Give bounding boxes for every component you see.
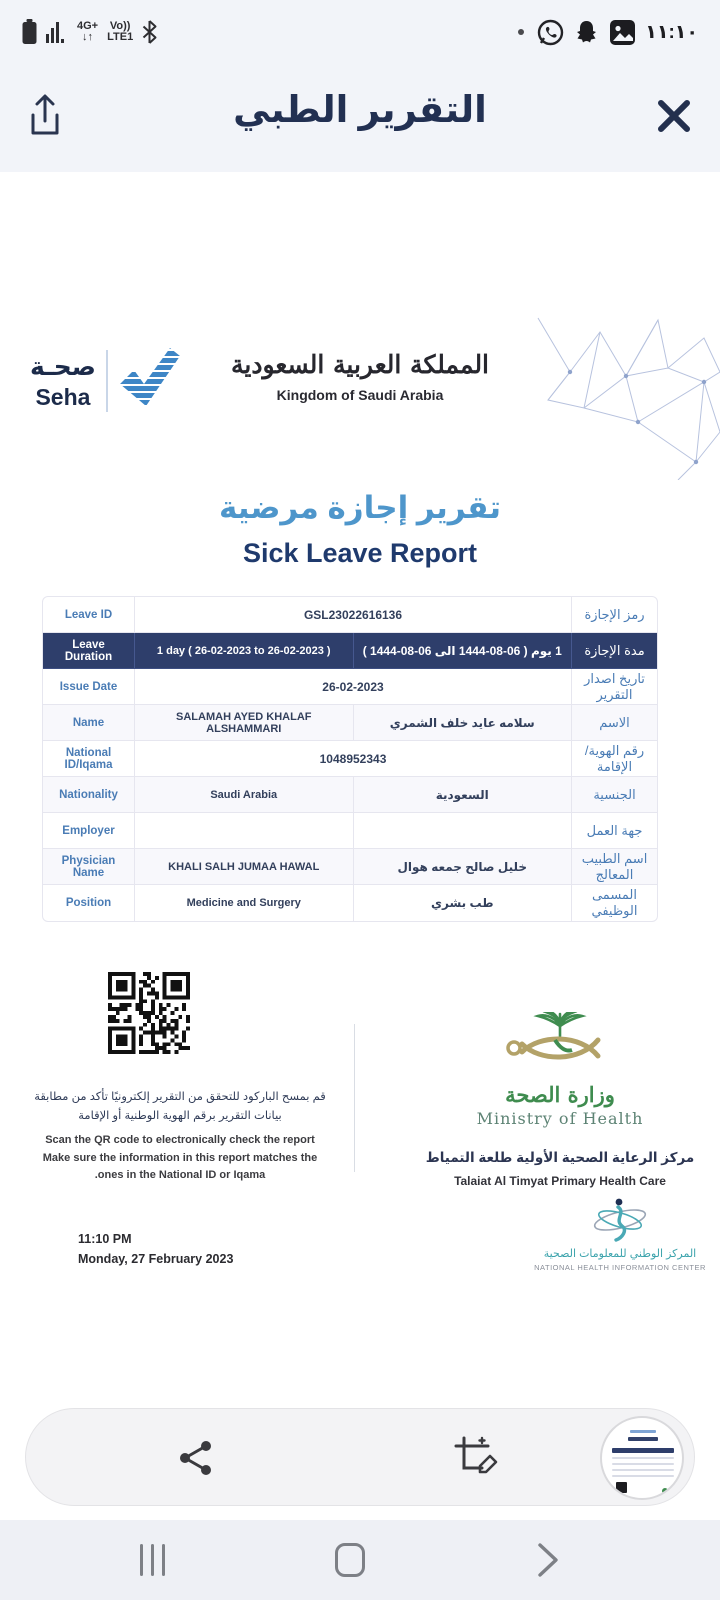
page-title: التقرير الطبي	[233, 89, 487, 130]
edit-annotate-button[interactable]	[454, 1436, 498, 1480]
report-title-english: Sick Leave Report	[242, 538, 478, 568]
crop-edit-icon	[454, 1436, 498, 1480]
qr-code-icon	[108, 972, 190, 1054]
row-value-ar: خليل صالح جمعه هوال	[397, 859, 528, 874]
network-arrows: ↓↑	[82, 31, 94, 43]
status-bar	[0, 0, 720, 64]
qr-instruction-ar-line1: قم بمسح الباركود للتحقق من التقرير إلكترونيًا تأكد من مطابقة	[34, 1091, 326, 1103]
signal-strength-icon	[46, 20, 68, 44]
seha-latin-label: Seha	[35, 383, 91, 410]
thumb-line	[612, 1457, 674, 1459]
thumb-line	[612, 1448, 674, 1453]
row-label-en: Position	[43, 885, 135, 921]
row-label-en: Physician Name	[43, 849, 135, 884]
share-icon	[176, 1438, 216, 1478]
gallery-icon	[609, 19, 636, 46]
row-value-ar: طب بشري	[430, 896, 494, 910]
network-4g-label: 4G+	[77, 20, 99, 32]
action-pill	[25, 1408, 695, 1506]
table-row-nationality	[43, 777, 657, 813]
nhic-name-arabic: المركز الوطني للمعلومات الصحية	[543, 1248, 697, 1260]
recents-icon	[140, 1544, 165, 1576]
whatsapp-icon	[537, 19, 564, 46]
row-label-en: Nationality	[43, 777, 135, 812]
report-title-arabic: تقرير إجازة مرضية	[218, 490, 502, 525]
report-print-date: Monday, 27 February 2023	[78, 1252, 234, 1266]
row-label-en: National ID/Iqama	[43, 741, 135, 776]
thumb-logo-dot	[662, 1488, 668, 1494]
home-icon	[335, 1543, 365, 1577]
row-label-en: Name	[43, 705, 135, 740]
thumb-line	[628, 1437, 658, 1441]
table-row-leave-duration	[43, 633, 657, 669]
row-label-en: Leave ID	[43, 597, 135, 632]
row-value: GSL23022616136	[303, 607, 403, 622]
thumb-line	[630, 1430, 656, 1433]
row-label-ar: المسمى الوظيفي	[571, 885, 657, 921]
row-value-en: Saudi Arabia	[135, 777, 354, 812]
recents-button[interactable]	[107, 1520, 197, 1600]
thumb-qr	[616, 1482, 627, 1493]
row-label-ar: مدة الإجازة	[571, 633, 657, 668]
document-thumbnail[interactable]	[600, 1416, 684, 1500]
lte-label: LTE1	[107, 31, 134, 43]
table-row-issue-date	[43, 669, 657, 705]
volte-indicator	[107, 21, 133, 43]
share-button[interactable]	[176, 1438, 216, 1478]
report-print-time: 11:10 PM	[78, 1232, 132, 1246]
nhic-block	[520, 1194, 720, 1272]
qr-instructions-english	[20, 1132, 340, 1185]
nhic-name-english: NATIONAL HEALTH INFORMATION CENTER	[534, 1263, 706, 1272]
notification-dot-icon	[518, 29, 524, 35]
status-right-cluster	[518, 19, 698, 46]
row-label-ar: الجنسية	[571, 777, 657, 812]
moh-logo-icon	[500, 1012, 620, 1078]
navigation-bar	[0, 1520, 720, 1600]
bluetooth-icon	[142, 20, 157, 44]
qr-instructions-arabic	[20, 1088, 340, 1126]
table-row-position	[43, 885, 657, 921]
close-button[interactable]	[652, 94, 696, 138]
row-label-ar: رقم الهوية/الإقامة	[571, 741, 657, 776]
row-value-en	[135, 813, 354, 848]
health-center-name-english: Talaiat Al Timyat Primary Health Care	[454, 1174, 666, 1188]
table-row-physician	[43, 849, 657, 885]
close-icon	[657, 99, 691, 133]
row-value-ar: السعودية	[435, 787, 489, 802]
ksa-english-label: Kingdom of Saudi Arabia	[276, 387, 444, 403]
row-value-en: Medicine and Surgery	[135, 885, 354, 921]
battery-icon	[22, 19, 37, 45]
row-value-en: SALAMAH AYED KHALAF ALSHAMMARI	[135, 705, 354, 740]
ministry-of-health-block	[395, 1012, 720, 1188]
moh-name-arabic: وزارة الصحة	[505, 1082, 615, 1107]
row-value-ar: سلامه عايد خلف الشمري	[389, 715, 535, 730]
section-divider	[354, 1024, 355, 1172]
status-clock: ١١:١٠	[645, 21, 698, 43]
health-center-name-arabic: مركز الرعاية الصحية الأولية طلعة التمياط	[425, 1150, 695, 1165]
row-label-en: Employer	[43, 813, 135, 848]
table-row-employer	[43, 813, 657, 849]
qr-instruction-ar-line2: بيانات التقرير برقم الهوية الوطنية أو الإقامة	[78, 1110, 282, 1122]
row-label-ar: جهة العمل	[571, 813, 657, 848]
app-header	[0, 64, 720, 172]
sick-leave-table	[42, 596, 658, 922]
row-value: 26-02-2023	[322, 679, 384, 694]
qr-instruction-en-line1: Scan the QR code to electronically check the report	[45, 1134, 315, 1146]
action-bar-area	[0, 1404, 720, 1520]
row-value-en: 1 day ( 26-02-2023 to 26-02-2023 )	[135, 633, 354, 668]
moh-name-english: Ministry of Health	[476, 1109, 644, 1128]
row-value-ar	[354, 813, 572, 848]
thumb-line	[612, 1463, 674, 1465]
row-label-ar: تاريخ اصدار التقرير	[571, 669, 657, 704]
seha-arabic-label: صحـة	[30, 352, 96, 381]
qr-code	[108, 972, 190, 1054]
qr-instruction-en-line3: .ones in the National ID or Iqama	[94, 1169, 266, 1181]
network-type-indicator	[77, 21, 98, 43]
qr-instruction-en-line2: Make sure the information in this report matches the	[42, 1151, 318, 1164]
nhic-logo-icon	[588, 1194, 652, 1244]
table-row-name	[43, 705, 657, 741]
row-value-en: KHALI SALH JUMAA HAWAL	[135, 849, 354, 884]
status-left-cluster	[22, 19, 157, 45]
snapchat-icon	[573, 19, 600, 46]
table-row-leave-id	[43, 597, 657, 633]
thumb-line	[612, 1469, 674, 1471]
back-button[interactable]	[503, 1520, 593, 1600]
ksa-emblem	[0, 350, 720, 403]
table-row-national-id	[43, 741, 657, 777]
row-label-en: Issue Date	[43, 669, 135, 704]
row-label-ar: الاسم	[571, 705, 657, 740]
volte-label: Vo))	[109, 20, 131, 32]
thumb-line	[612, 1475, 674, 1477]
medical-report-document	[0, 172, 720, 1404]
ksa-calligraphy: المملكة العربية السعودية	[230, 350, 490, 379]
row-value: 1048952343	[319, 751, 387, 766]
row-label-en: Leave Duration	[43, 633, 135, 668]
row-label-ar: رمز الإجازة	[571, 597, 657, 632]
home-button[interactable]	[305, 1520, 395, 1600]
row-label-ar: اسم الطبيب المعالج	[571, 849, 657, 884]
back-chevron-icon	[536, 1542, 560, 1578]
row-value-ar: 1 يوم ( 06-08-1444 الى 06-08-1444 )	[362, 643, 562, 658]
